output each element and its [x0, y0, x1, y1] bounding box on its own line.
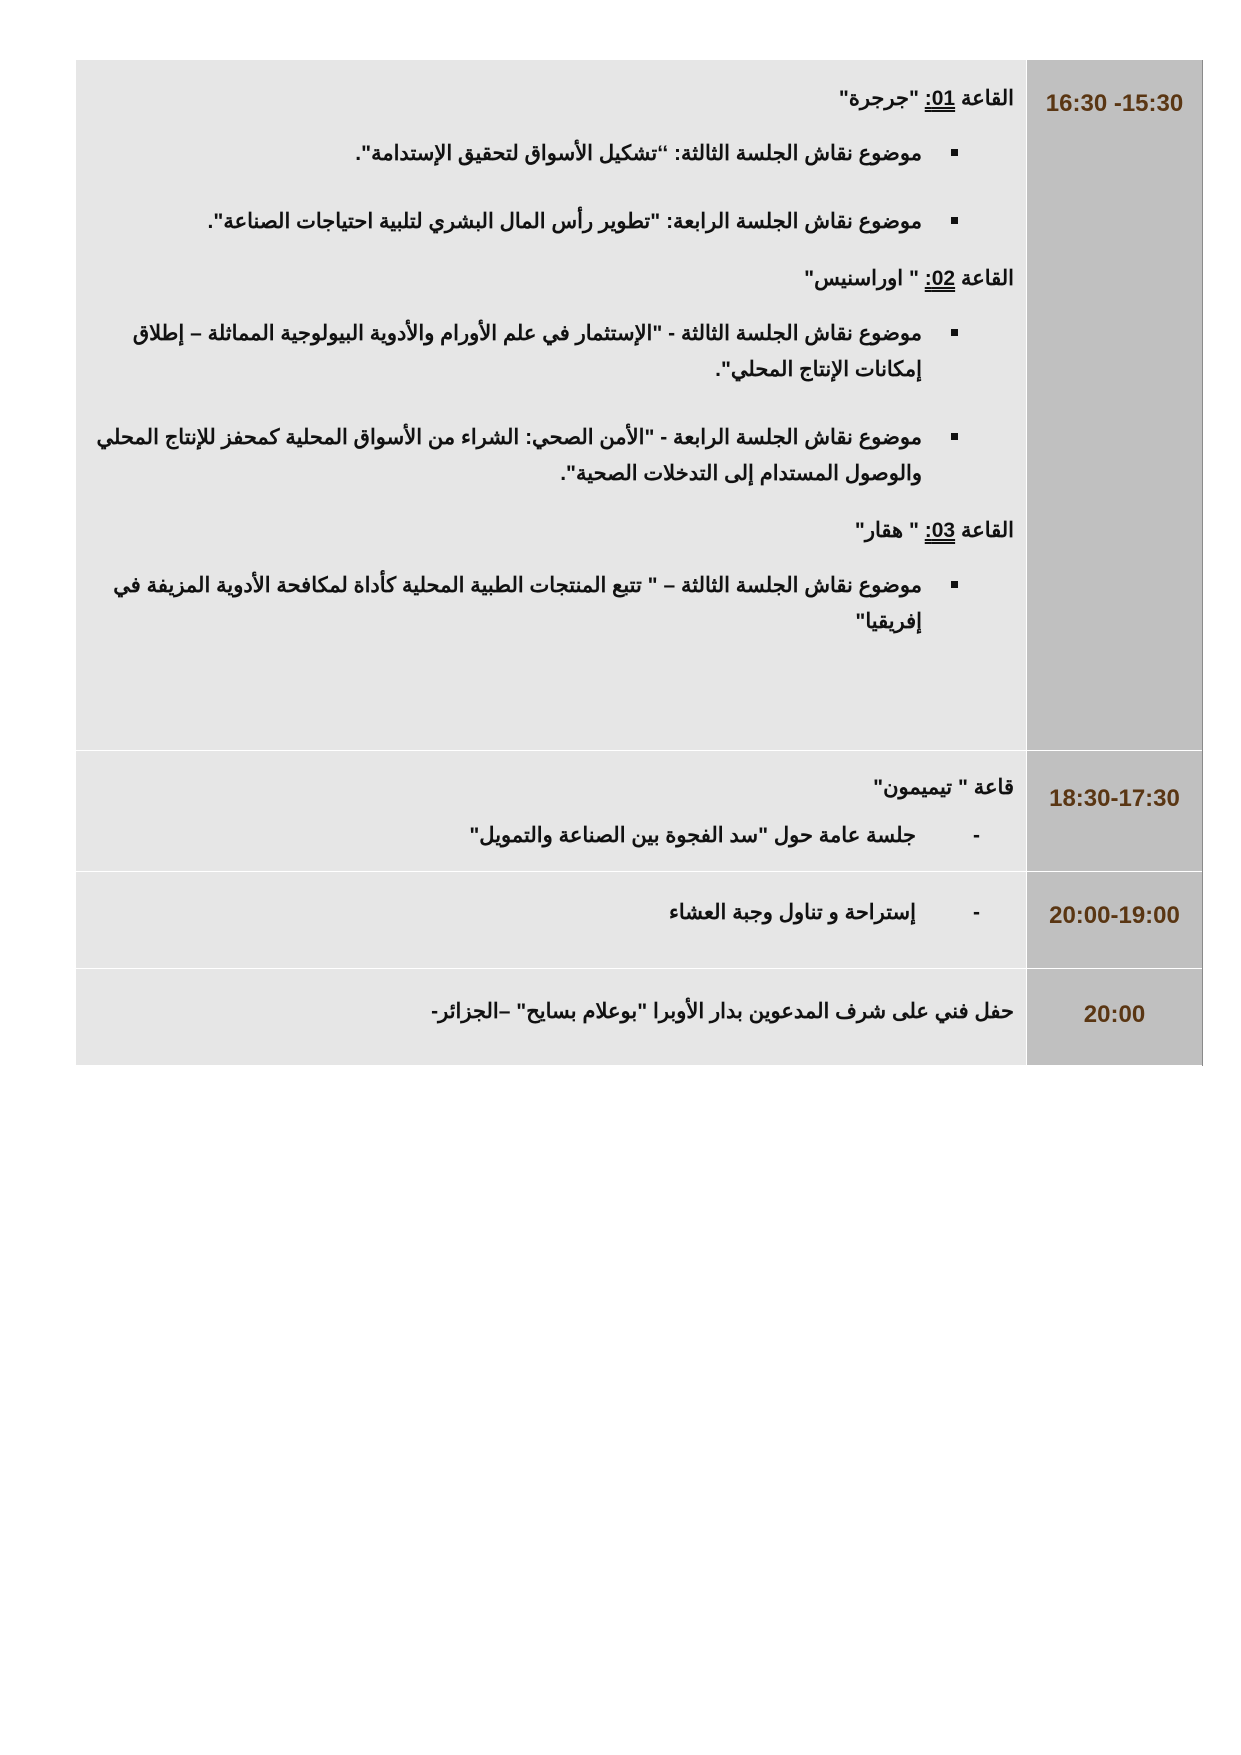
- item-text: موضوع نقاش الجلسة الرابعة: "تطوير رأس المال البشري لتلبية احتياجات الصناعة".: [207, 210, 922, 233]
- item-text: موضوع نقاش الجلسة الثالثة: ‘‘تشكيل الأسواق لتحقيق الإستدامة".: [355, 142, 922, 165]
- schedule-table: [76, 60, 1203, 1066]
- schedule-row: [76, 969, 1202, 1066]
- hall-prefix: القاعة: [955, 519, 1014, 542]
- schedule-row: [76, 872, 1202, 969]
- item-text: إستراحة و تناول وجبة العشاء: [669, 901, 916, 924]
- session-cell: [76, 969, 1026, 1065]
- session-list: [86, 568, 1014, 640]
- session-list: [86, 136, 1014, 240]
- item-text: جلسة عامة حول "سد الفجوة بين الصناعة والتمويل": [469, 824, 916, 847]
- hall-name: "جرجرة": [838, 87, 925, 110]
- list-item: [86, 136, 1014, 172]
- session-cell: [76, 872, 1026, 968]
- time-slot: 20:00-19:00: [1026, 872, 1202, 968]
- hall-prefix: القاعة: [955, 87, 1014, 110]
- time-slot: 16:30 -15:30: [1026, 60, 1202, 750]
- hall-heading: قاعة " تيميمون": [873, 776, 1014, 799]
- hall-number: 01:: [924, 87, 956, 110]
- list-item: [86, 821, 1014, 851]
- session-cell: [76, 751, 1026, 871]
- list-item: [86, 204, 1014, 240]
- time-slot: 18:30-17:30: [1026, 751, 1202, 871]
- hall-name: " هقار": [854, 519, 925, 542]
- dash-icon: -: [973, 824, 980, 847]
- bullet-icon: [951, 217, 958, 224]
- schedule-row: [76, 60, 1202, 751]
- hall-number: 03:: [924, 519, 956, 542]
- hall-heading: [86, 84, 1014, 114]
- session-cell: [76, 60, 1026, 750]
- item-text: موضوع نقاش الجلسة الثالثة - "الإستثمار في علم الأورام والأدوية البيولوجية المماثلة – إطلاق إمكانات الإنتاج المحلي".: [132, 322, 922, 381]
- hall-prefix: القاعة: [955, 267, 1014, 290]
- dash-icon: -: [973, 901, 980, 924]
- bullet-icon: [951, 433, 958, 440]
- list-item: [86, 420, 1014, 492]
- time-slot: 20:00: [1026, 969, 1202, 1065]
- hall-name: " اوراسنيس": [804, 267, 925, 290]
- bullet-icon: [951, 581, 958, 588]
- list-item: [86, 898, 1014, 928]
- list-item: [86, 316, 1014, 388]
- list-item: [86, 568, 1014, 640]
- item-text: موضوع نقاش الجلسة الرابعة - "الأمن الصحي: الشراء من الأسواق المحلية كمحفز للإنتاج المحلي والوصول المستدام إلى التدخلات الصحية".: [96, 426, 922, 485]
- bullet-icon: [951, 329, 958, 336]
- bullet-icon: [951, 149, 958, 156]
- hall-number: 02:: [924, 267, 956, 290]
- event-title: حفل فني على شرف المدعوين بدار الأوبرا "بوعلام بسايح" –الجزائر-: [431, 1000, 1014, 1023]
- hall-heading: [86, 516, 1014, 546]
- hall-heading: [86, 264, 1014, 294]
- item-text: موضوع نقاش الجلسة الثالثة – " تتبع المنتجات الطبية المحلية كأداة لمكافحة الأدوية المزيفة في إفريقيا": [113, 574, 922, 633]
- session-list: [86, 316, 1014, 492]
- schedule-row: [76, 751, 1202, 872]
